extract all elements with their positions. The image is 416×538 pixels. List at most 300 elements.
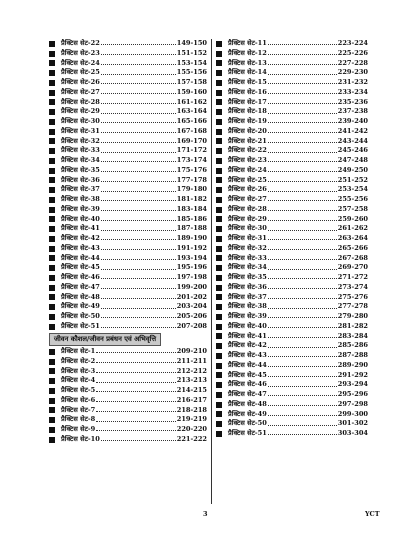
toc-entry-pages: 161-162 xyxy=(176,97,207,106)
dot-leader xyxy=(96,372,176,373)
square-bullet-icon xyxy=(216,372,222,378)
toc-entry-label: प्रैक्टिस सेट-26 xyxy=(61,78,100,86)
toc-entry xyxy=(216,185,368,195)
section-heading xyxy=(49,333,207,347)
toc-entry-pages: 155-156 xyxy=(176,68,207,77)
dot-leader xyxy=(96,382,176,383)
toc-entry xyxy=(49,107,207,117)
square-bullet-icon xyxy=(49,158,55,164)
square-bullet-icon xyxy=(216,265,222,271)
toc-entry xyxy=(216,429,368,439)
toc-entry-label: प्रैक्टिस सेट-30 xyxy=(228,224,267,233)
dot-leader xyxy=(101,239,176,240)
footer-brand: YCT xyxy=(365,510,380,518)
toc-entry xyxy=(216,371,368,381)
toc-entry xyxy=(49,224,207,234)
toc-entry xyxy=(49,176,207,186)
square-bullet-icon xyxy=(216,343,222,349)
toc-entry xyxy=(216,68,368,78)
toc-entry-label: प्रैक्टिस सेट-28 xyxy=(228,204,267,213)
dot-leader xyxy=(268,122,337,123)
toc-entry-label: प्रैक्टिस सेट-5 xyxy=(61,386,96,394)
dot-leader xyxy=(101,152,176,153)
toc-entry-label: प्रैक्टिस सेट-28 xyxy=(61,97,100,106)
square-bullet-icon xyxy=(216,138,222,144)
square-bullet-icon xyxy=(49,177,55,183)
dot-leader xyxy=(101,440,176,441)
dot-leader xyxy=(101,83,176,84)
toc-entry-pages: 220-220 xyxy=(176,425,207,433)
dot-leader xyxy=(268,132,337,133)
square-bullet-icon xyxy=(216,285,222,291)
toc-entry-label: प्रैक्टिस सेट-39 xyxy=(61,204,100,213)
toc-entry-label: प्रैक्टिस सेट-11 xyxy=(228,39,267,47)
square-bullet-icon xyxy=(216,158,222,164)
square-bullet-icon xyxy=(49,148,55,154)
square-bullet-icon xyxy=(216,80,222,86)
toc-entry xyxy=(216,59,368,69)
dot-leader xyxy=(101,317,176,318)
toc-entry-label: प्रैक्टिस सेट-8 xyxy=(61,415,96,424)
toc-entry xyxy=(49,146,207,156)
toc-entry-label: प्रैक्टिस सेट-15 xyxy=(228,78,267,86)
dot-leader xyxy=(268,356,337,357)
square-bullet-icon xyxy=(49,388,55,394)
toc-entry-label: प्रैक्टिस सेट-25 xyxy=(61,68,100,77)
dot-leader xyxy=(268,298,337,299)
toc-entry xyxy=(49,396,207,406)
toc-entry xyxy=(216,263,368,273)
toc-entry xyxy=(49,293,207,303)
toc-entry xyxy=(49,78,207,88)
dot-leader xyxy=(268,337,337,338)
toc-entry xyxy=(216,156,368,166)
dot-leader xyxy=(96,362,176,363)
toc-entry xyxy=(49,244,207,254)
toc-entry-label: प्रैक्टिस सेट-50 xyxy=(228,419,267,428)
square-bullet-icon xyxy=(216,60,222,66)
toc-entry-label: प्रैक्टिस सेट-27 xyxy=(228,195,267,203)
toc-entry-pages: 263-264 xyxy=(337,234,368,242)
toc-entry-pages: 169-170 xyxy=(176,136,207,145)
toc-entry-label: प्रैक्टिस सेट-48 xyxy=(228,399,267,408)
toc-entry xyxy=(49,195,207,205)
dot-leader xyxy=(268,210,337,211)
dot-leader xyxy=(268,83,337,84)
dot-leader xyxy=(101,113,176,114)
square-bullet-icon xyxy=(49,359,55,365)
toc-entry-label: प्रैक्टिस सेट-21 xyxy=(228,136,267,145)
square-bullet-icon xyxy=(49,294,55,300)
toc-entry-pages: 265-266 xyxy=(337,243,368,252)
toc-entry-pages: 273-274 xyxy=(337,282,368,291)
toc-entry-label: प्रैक्टिस सेट-37 xyxy=(228,292,267,301)
dot-leader xyxy=(96,430,176,431)
toc-entry xyxy=(49,415,207,425)
toc-entry-label: प्रैक्टिस सेट-47 xyxy=(228,390,267,398)
toc-entry xyxy=(216,361,368,371)
dot-leader xyxy=(101,249,176,250)
toc-entry-pages: 239-240 xyxy=(337,117,368,125)
toc-entry xyxy=(49,137,207,147)
toc-entry xyxy=(49,49,207,59)
toc-entry-label: प्रैक्टिस सेट-29 xyxy=(228,214,267,223)
toc-entry-pages: 249-250 xyxy=(337,165,368,174)
toc-entry xyxy=(216,146,368,156)
square-bullet-icon xyxy=(49,70,55,76)
toc-entry xyxy=(216,390,368,400)
toc-entry-label: प्रैक्टिस सेट-41 xyxy=(61,224,100,233)
toc-entry xyxy=(49,347,207,357)
toc-entry-pages: 191-192 xyxy=(176,243,207,252)
toc-entry xyxy=(216,39,368,49)
square-bullet-icon xyxy=(49,187,55,193)
toc-entry xyxy=(49,254,207,264)
dot-leader xyxy=(268,405,337,406)
toc-entry-pages: 216-217 xyxy=(176,395,207,404)
toc-entry-pages: 213-213 xyxy=(176,376,207,385)
toc-entry-label: प्रैक्टिस सेट-35 xyxy=(61,165,100,174)
toc-entry xyxy=(49,357,207,367)
dot-leader xyxy=(101,259,176,260)
toc-entry-pages: 181-182 xyxy=(176,195,207,203)
toc-entry xyxy=(216,322,368,332)
square-bullet-icon xyxy=(49,349,55,355)
toc-entry xyxy=(49,312,207,322)
square-bullet-icon xyxy=(49,236,55,242)
square-bullet-icon xyxy=(49,226,55,232)
toc-entry-label: प्रैक्टिस सेट-4 xyxy=(61,376,96,385)
toc-entry-label: प्रैक्टिस सेट-33 xyxy=(228,253,267,262)
toc-entry-label: प्रैक्टिस सेट-7 xyxy=(61,405,96,414)
toc-entry-pages: 303-304 xyxy=(337,429,368,437)
square-bullet-icon xyxy=(216,90,222,96)
square-bullet-icon xyxy=(216,392,222,398)
toc-entry-label: प्रैक्टिस सेट-10 xyxy=(61,434,100,443)
dot-leader xyxy=(268,425,337,426)
toc-entry-pages: 275-276 xyxy=(337,292,368,301)
toc-entry-label: प्रैक्टिस सेट-18 xyxy=(228,107,267,116)
toc-entry xyxy=(216,127,368,137)
square-bullet-icon xyxy=(216,207,222,213)
toc-entry xyxy=(49,98,207,108)
toc-entry-pages: 241-242 xyxy=(337,126,368,135)
toc-entry-pages: 149-150 xyxy=(176,39,207,47)
dot-leader xyxy=(268,259,337,260)
toc-entry-label: प्रैक्टिस सेट-2 xyxy=(61,356,96,365)
toc-entry xyxy=(216,293,368,303)
toc-entry-pages: 237-238 xyxy=(337,107,368,116)
square-bullet-icon xyxy=(216,304,222,310)
toc-entry-pages: 212-212 xyxy=(176,366,207,375)
toc-entry-label: प्रैक्टिस सेट-31 xyxy=(61,126,100,135)
toc-entry-pages: 287-288 xyxy=(337,351,368,359)
dot-leader xyxy=(101,288,176,289)
dot-leader xyxy=(268,142,337,143)
toc-entry xyxy=(216,254,368,264)
toc-entry xyxy=(216,341,368,351)
toc-entry-label: प्रैक्टिस सेट-48 xyxy=(61,292,100,301)
toc-entry xyxy=(216,224,368,234)
toc-entry-label: प्रैक्टिस सेट-30 xyxy=(61,117,100,125)
toc-entry-pages: 243-244 xyxy=(337,136,368,145)
toc-entry xyxy=(216,88,368,98)
column-divider xyxy=(211,39,212,504)
toc-entry-label: प्रैक्टिस सेट-46 xyxy=(228,380,267,389)
toc-entry-pages: 271-272 xyxy=(337,273,368,281)
dot-leader xyxy=(268,376,337,377)
toc-entry-pages: 167-168 xyxy=(176,126,207,135)
square-bullet-icon xyxy=(49,417,55,423)
toc-entry xyxy=(49,39,207,49)
square-bullet-icon xyxy=(216,255,222,261)
square-bullet-icon xyxy=(49,246,55,252)
toc-entry xyxy=(216,380,368,390)
toc-entry-label: प्रैक्टिस सेट-40 xyxy=(228,321,267,330)
dot-leader xyxy=(101,103,176,104)
toc-entry-label: प्रैक्टिस सेट-38 xyxy=(228,302,267,311)
dot-leader xyxy=(268,152,337,153)
square-bullet-icon xyxy=(216,431,222,437)
dot-leader xyxy=(101,132,176,133)
toc-entry-label: प्रैक्टिस सेट-36 xyxy=(61,175,100,184)
toc-right-column xyxy=(216,39,368,439)
square-bullet-icon xyxy=(216,246,222,252)
toc-entry xyxy=(49,156,207,166)
square-bullet-icon xyxy=(49,197,55,203)
toc-entry-pages: 218-218 xyxy=(176,405,207,414)
toc-entry-pages: 193-194 xyxy=(176,253,207,262)
toc-entry-pages: 225-226 xyxy=(337,48,368,57)
dot-leader xyxy=(96,391,176,392)
toc-entry xyxy=(216,166,368,176)
toc-entry-pages: 227-228 xyxy=(337,58,368,67)
square-bullet-icon xyxy=(49,60,55,66)
toc-entry-pages: 199-200 xyxy=(176,282,207,291)
square-bullet-icon xyxy=(49,285,55,291)
toc-entry-pages: 187-188 xyxy=(176,224,207,233)
toc-entry-label: प्रैक्टिस सेट-37 xyxy=(61,185,100,194)
toc-entry-pages: 253-254 xyxy=(337,185,368,194)
square-bullet-icon xyxy=(216,382,222,388)
dot-leader xyxy=(268,44,337,45)
toc-entry-label: प्रैक्टिस सेट-29 xyxy=(61,107,100,116)
toc-entry xyxy=(49,425,207,435)
toc-entry-label: प्रैक्टिस सेट-32 xyxy=(61,136,100,145)
toc-entry-pages: 299-300 xyxy=(337,409,368,418)
toc-entry-label: प्रैक्टिस सेट-45 xyxy=(61,263,100,272)
toc-entry xyxy=(216,107,368,117)
toc-entry-pages: 165-166 xyxy=(176,117,207,125)
toc-entry-pages: 163-164 xyxy=(176,107,207,116)
dot-leader xyxy=(101,161,176,162)
square-bullet-icon xyxy=(216,99,222,105)
toc-entry xyxy=(49,283,207,293)
dot-leader xyxy=(268,181,337,182)
square-bullet-icon xyxy=(216,148,222,154)
dot-leader xyxy=(268,113,337,114)
dot-leader xyxy=(101,122,176,123)
square-bullet-icon xyxy=(216,402,222,408)
square-bullet-icon xyxy=(216,109,222,115)
dot-leader xyxy=(101,74,176,75)
toc-entry xyxy=(216,234,368,244)
square-bullet-icon xyxy=(49,314,55,320)
square-bullet-icon xyxy=(216,51,222,57)
dot-leader xyxy=(101,54,176,55)
toc-entry xyxy=(49,234,207,244)
toc-entry xyxy=(49,406,207,416)
toc-entry xyxy=(49,302,207,312)
square-bullet-icon xyxy=(216,129,222,135)
square-bullet-icon xyxy=(216,421,222,427)
toc-entry-pages: 157-158 xyxy=(176,78,207,86)
toc-left-list-top xyxy=(49,39,207,332)
toc-entry-label: प्रैक्टिस सेट-16 xyxy=(228,87,267,96)
toc-entry-pages: 301-302 xyxy=(337,419,368,428)
toc-entry-label: प्रैक्टिस सेट-49 xyxy=(228,409,267,418)
toc-entry-pages: 173-174 xyxy=(176,156,207,164)
toc-entry-label: प्रैक्टिस सेट-20 xyxy=(228,126,267,135)
dot-leader xyxy=(96,421,176,422)
square-bullet-icon xyxy=(49,265,55,271)
toc-entry-label: प्रैक्टिस सेट-43 xyxy=(61,243,100,252)
toc-entry-label: प्रैक्टिस सेट-34 xyxy=(228,263,267,272)
toc-entry xyxy=(216,98,368,108)
toc-entry xyxy=(49,185,207,195)
toc-entry-pages: 231-232 xyxy=(337,78,368,86)
dot-leader xyxy=(268,395,337,396)
dot-leader xyxy=(268,93,337,94)
toc-entry-label: प्रैक्टिस सेट-50 xyxy=(61,312,100,320)
square-bullet-icon xyxy=(216,275,222,281)
toc-entry-pages: 251-252 xyxy=(337,175,368,184)
toc-entry xyxy=(216,195,368,205)
toc-entry-label: प्रैक्टिस सेट-41 xyxy=(228,331,267,340)
square-bullet-icon xyxy=(49,168,55,174)
toc-entry-label: प्रैक्टिस सेट-51 xyxy=(61,321,100,330)
toc-entry-label: प्रैक्टिस सेट-33 xyxy=(61,146,100,155)
toc-entry xyxy=(216,312,368,322)
dot-leader xyxy=(268,386,337,387)
toc-entry-label: प्रैक्टिस सेट-44 xyxy=(228,360,267,369)
square-bullet-icon xyxy=(49,255,55,261)
toc-entry-pages: 289-290 xyxy=(337,360,368,369)
dot-leader xyxy=(101,181,176,182)
toc-entry xyxy=(49,273,207,283)
toc-left-list-bottom xyxy=(49,347,207,445)
dot-leader xyxy=(101,220,176,221)
dot-leader xyxy=(101,210,176,211)
dot-leader xyxy=(101,230,176,231)
dot-leader xyxy=(268,220,337,221)
square-bullet-icon xyxy=(49,90,55,96)
toc-entry-label: प्रैक्टिस सेट-42 xyxy=(61,234,100,242)
toc-entry xyxy=(49,117,207,127)
square-bullet-icon xyxy=(49,99,55,105)
toc-entry-label: प्रैक्टिस सेट-17 xyxy=(228,97,267,106)
toc-entry-pages: 257-258 xyxy=(337,204,368,213)
toc-entry-pages: 183-184 xyxy=(176,204,207,213)
toc-entry xyxy=(216,117,368,127)
dot-leader xyxy=(268,366,337,367)
toc-entry-pages: 209-210 xyxy=(176,347,207,355)
square-bullet-icon xyxy=(216,197,222,203)
toc-entry-pages: 207-208 xyxy=(176,321,207,330)
dot-leader xyxy=(101,308,176,309)
toc-entry-pages: 171-172 xyxy=(176,146,207,155)
square-bullet-icon xyxy=(49,407,55,413)
square-bullet-icon xyxy=(49,207,55,213)
toc-entry-label: प्रैक्टिस सेट-44 xyxy=(61,253,100,262)
toc-entry-label: प्रैक्टिस सेट-38 xyxy=(61,195,100,203)
dot-leader xyxy=(101,278,176,279)
toc-entry-pages: 159-160 xyxy=(176,87,207,96)
section-heading-label: जीवन कौशल/जीवन प्रबंधन एवं अभिवृत्ति xyxy=(49,333,161,346)
toc-entry-pages: 245-246 xyxy=(337,146,368,155)
toc-entry-label: प्रैक्टिस सेट-23 xyxy=(228,156,267,164)
toc-entry-label: प्रैक्टिस सेट-36 xyxy=(228,282,267,291)
square-bullet-icon xyxy=(216,177,222,183)
square-bullet-icon xyxy=(216,226,222,232)
toc-entry-label: प्रैक्टिस सेट-13 xyxy=(228,58,267,67)
toc-entry-pages: 277-278 xyxy=(337,302,368,311)
toc-entry-pages: 205-206 xyxy=(176,312,207,320)
dot-leader xyxy=(268,347,337,348)
toc-entry-label: प्रैक्टिस सेट-47 xyxy=(61,282,100,291)
square-bullet-icon xyxy=(49,80,55,86)
dot-leader xyxy=(101,298,176,299)
dot-leader xyxy=(268,239,337,240)
toc-entry-label: प्रैक्टिस सेट-39 xyxy=(228,312,267,320)
toc-entry-label: प्रैक्टिस सेट-1 xyxy=(61,347,96,355)
square-bullet-icon xyxy=(49,368,55,374)
toc-entry-label: प्रैक्टिस सेट-23 xyxy=(61,48,100,57)
dot-leader xyxy=(268,54,337,55)
dot-leader xyxy=(96,401,176,402)
toc-entry-pages: 185-186 xyxy=(176,214,207,223)
toc-entry-pages: 197-198 xyxy=(176,273,207,281)
toc-entry-label: प्रैक्टिस सेट-3 xyxy=(61,366,96,375)
dot-leader xyxy=(268,434,337,435)
toc-entry-label: प्रैक्टिस सेट-24 xyxy=(61,58,100,67)
dot-leader xyxy=(268,278,337,279)
square-bullet-icon xyxy=(49,216,55,222)
toc-entry xyxy=(216,49,368,59)
dot-leader xyxy=(101,64,176,65)
square-bullet-icon xyxy=(216,41,222,47)
square-bullet-icon xyxy=(49,109,55,115)
toc-entry-pages: 247-248 xyxy=(337,156,368,164)
square-bullet-icon xyxy=(216,236,222,242)
toc-entry-pages: 285-286 xyxy=(337,341,368,350)
toc-entry-pages: 283-284 xyxy=(337,331,368,340)
dot-leader xyxy=(101,200,176,201)
toc-entry xyxy=(49,322,207,332)
square-bullet-icon xyxy=(49,378,55,384)
toc-entry-pages: 279-280 xyxy=(337,312,368,320)
toc-left-column xyxy=(49,39,207,445)
toc-entry-pages: 233-234 xyxy=(337,87,368,96)
toc-entry-pages: 177-178 xyxy=(176,175,207,184)
toc-entry-label: प्रैक्टिस सेट-22 xyxy=(228,146,267,155)
toc-entry xyxy=(49,127,207,137)
square-bullet-icon xyxy=(216,333,222,339)
square-bullet-icon xyxy=(49,138,55,144)
dot-leader xyxy=(268,308,337,309)
square-bullet-icon xyxy=(49,41,55,47)
toc-entry xyxy=(216,302,368,312)
